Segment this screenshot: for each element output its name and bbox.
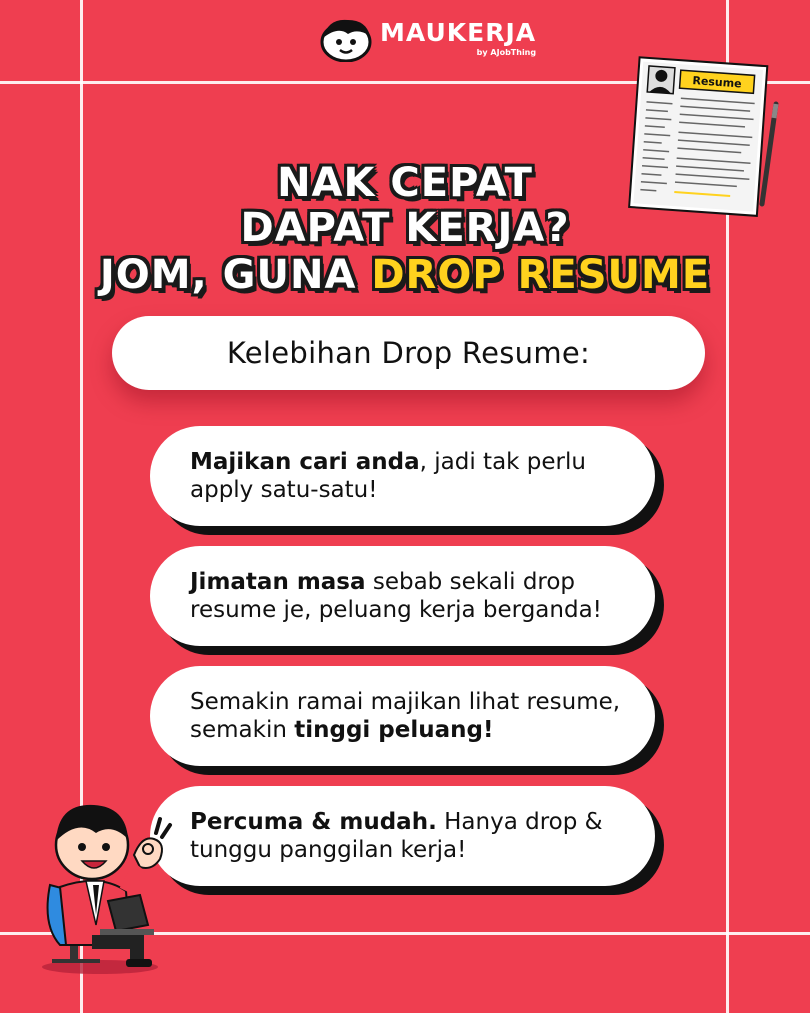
benefit-rest-1: , jadi tak perlu apply satu-satu! [190, 449, 586, 503]
benefits-title-pill [112, 316, 705, 390]
benefit-bold-2: Jimatan masa [190, 569, 366, 595]
benefit-text-1 [190, 448, 635, 504]
benefits-title: Kelebihan Drop Resume: [226, 336, 591, 370]
benefit-text-3 [190, 688, 635, 744]
brand-logo[interactable] [318, 14, 536, 62]
benefit-text-2 [190, 568, 635, 624]
mascot-face-icon [318, 14, 374, 62]
headline-text-3: JOM, GUNA [99, 252, 372, 298]
headline-accent: DROP RESUME [371, 252, 711, 298]
benefit-bold-1: Majikan cari anda [190, 449, 420, 475]
mascot-character-icon [30, 795, 190, 975]
benefit-rest-4: Hanya drop & tunggu panggilan kerja! [190, 809, 603, 863]
headline-line-1 [0, 160, 810, 206]
headline-text-1: NAK CEPAT [277, 160, 533, 206]
benefit-rest-3: Semakin ramai majikan lihat resume, semakin [190, 689, 621, 743]
benefit-bold-4: Percuma & mudah. [190, 809, 437, 835]
benefit-bold-3: tinggi peluang! [294, 717, 494, 743]
benefit-card-3 [150, 666, 655, 766]
resume-label: Resume [692, 74, 743, 91]
headline-text-2: DAPAT KERJA? [240, 205, 570, 251]
brand-sub: by AJobThing [476, 47, 537, 57]
benefit-card-2 [150, 546, 655, 646]
benefit-text-4 [190, 808, 635, 864]
benefit-card-1 [150, 426, 655, 526]
benefit-rest-2: sebab sekali drop resume je, peluang kerja berganda! [190, 569, 602, 623]
brand-name: MAUKERJA [380, 17, 537, 47]
headline-line-3 [0, 252, 810, 298]
benefit-card-4 [150, 786, 655, 886]
headline-line-2 [0, 205, 810, 251]
